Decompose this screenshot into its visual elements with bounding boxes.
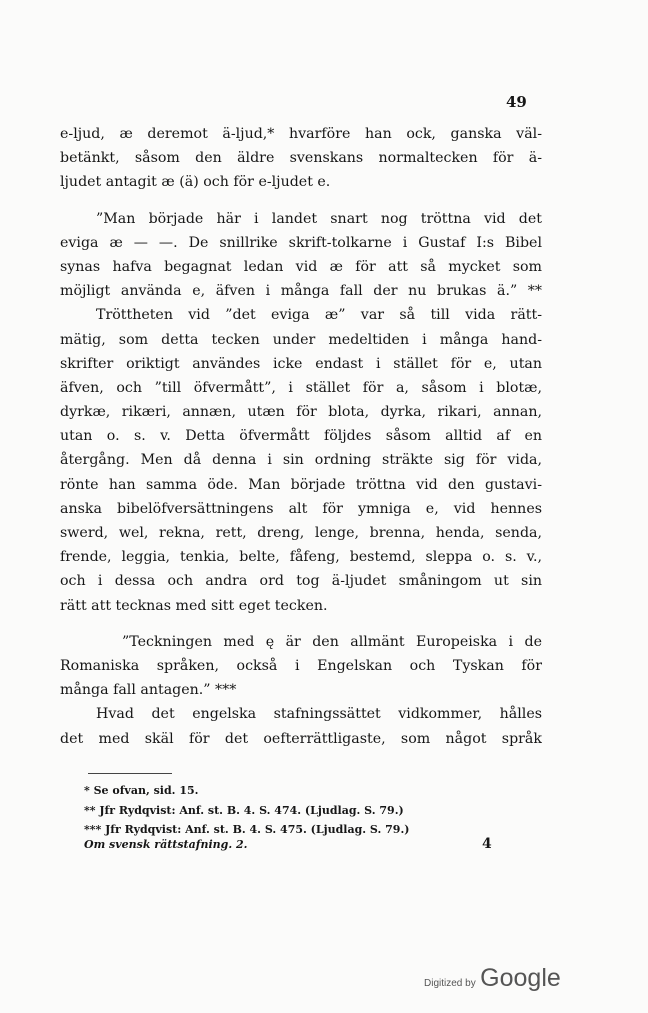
paragraph-gap <box>60 618 542 630</box>
text-line: ljudet antagit æ (ä) och för e-ljudet e. <box>60 174 331 191</box>
text-line: återgång. Men då denna i sin ordning sträkte sig för vida, <box>60 452 542 469</box>
text-line: ”Man började här i landet snart nog tröttna vid det <box>96 210 542 227</box>
text-line: skrifter oriktigt användes icke endast i stället för e, utan <box>60 355 542 372</box>
text-line: betänkt, såsom den äldre svenskans normaltecken för ä- <box>60 150 542 167</box>
text-line: rönte han samma öde. Man började tröttna vid den gustavi- <box>60 476 542 493</box>
text-line: möjligt använda e, äfven i många fall der nu brukas ä.” ** <box>60 283 542 300</box>
footnotes <box>84 781 504 840</box>
paragraph-gap <box>60 195 542 207</box>
text-line: det med skäl för det oefterrättligaste, som något språk <box>60 730 542 747</box>
text-line: Romaniska språken, också i Engelskan och Tyskan för <box>60 657 542 674</box>
footnote-divider <box>88 773 172 774</box>
google-logo: Google <box>480 964 561 992</box>
signature-mark: Om svensk rättstafning. 2. <box>84 838 248 851</box>
text-line: e-ljud, æ deremot ä-ljud,* hvarföre han ock, ganska väl- <box>60 126 542 142</box>
text-line: Hvad det engelska stafningssättet vidkommer, hålles <box>96 706 542 723</box>
text-line: många fall antagen.” *** <box>60 682 237 699</box>
text-line: swerd, wel, rekna, rett, dreng, lenge, brenna, henda, senda, <box>60 525 542 541</box>
watermark-prefix: Digitized by <box>424 978 476 989</box>
page-number: 49 <box>506 93 527 111</box>
text-line: ”Teckningen med ę är den allmänt Europeiska i de <box>122 633 542 650</box>
footnote: *** Jfr Rydqvist: Anf. st. B. 4. S. 475. (Ljudlag. S. 79.) <box>84 823 410 836</box>
text-line: synas hafva begagnat ledan vid æ för att så mycket som <box>60 258 542 275</box>
text-line: rätt att tecknas med sitt eget tecken. <box>60 597 328 614</box>
google-watermark <box>424 964 561 993</box>
signature-number: 4 <box>482 836 492 852</box>
text-line: äfven, och ”till öfvermått”, i stället för a, såsom i blotæ, <box>60 379 542 396</box>
text-line: mätig, som detta tecken under medeltiden i många hand- <box>60 331 542 348</box>
footnote: ** Jfr Rydqvist: Anf. st. B. 4. S. 474. (Ljudlag. S. 79.) <box>84 803 404 817</box>
body-text <box>60 122 542 751</box>
text-line: utan o. s. v. Detta öfvermått följdes såsom alltid af en <box>60 428 542 445</box>
text-line: frende, leggia, tenkia, belte, fåfeng, bestemd, sleppa o. s. v., <box>60 549 542 566</box>
footnote: * Se ofvan, sid. 15. <box>84 784 199 797</box>
text-line: Tröttheten vid ”det eviga æ” var så till vida rätt- <box>96 307 542 324</box>
text-line: eviga æ — —. De snillrike skrift-tolkarne i Gustaf I:s Bibel <box>60 234 542 251</box>
text-line: anska bibelöfversättningens alt för ymniga e, vid hennes <box>60 500 542 517</box>
text-line: dyrkæ, rikæri, annæn, utæn för blota, dyrka, rikari, annan, <box>60 404 542 421</box>
text-line: och i dessa och andra ord tog ä-ljudet småningom ut sin <box>60 573 542 590</box>
